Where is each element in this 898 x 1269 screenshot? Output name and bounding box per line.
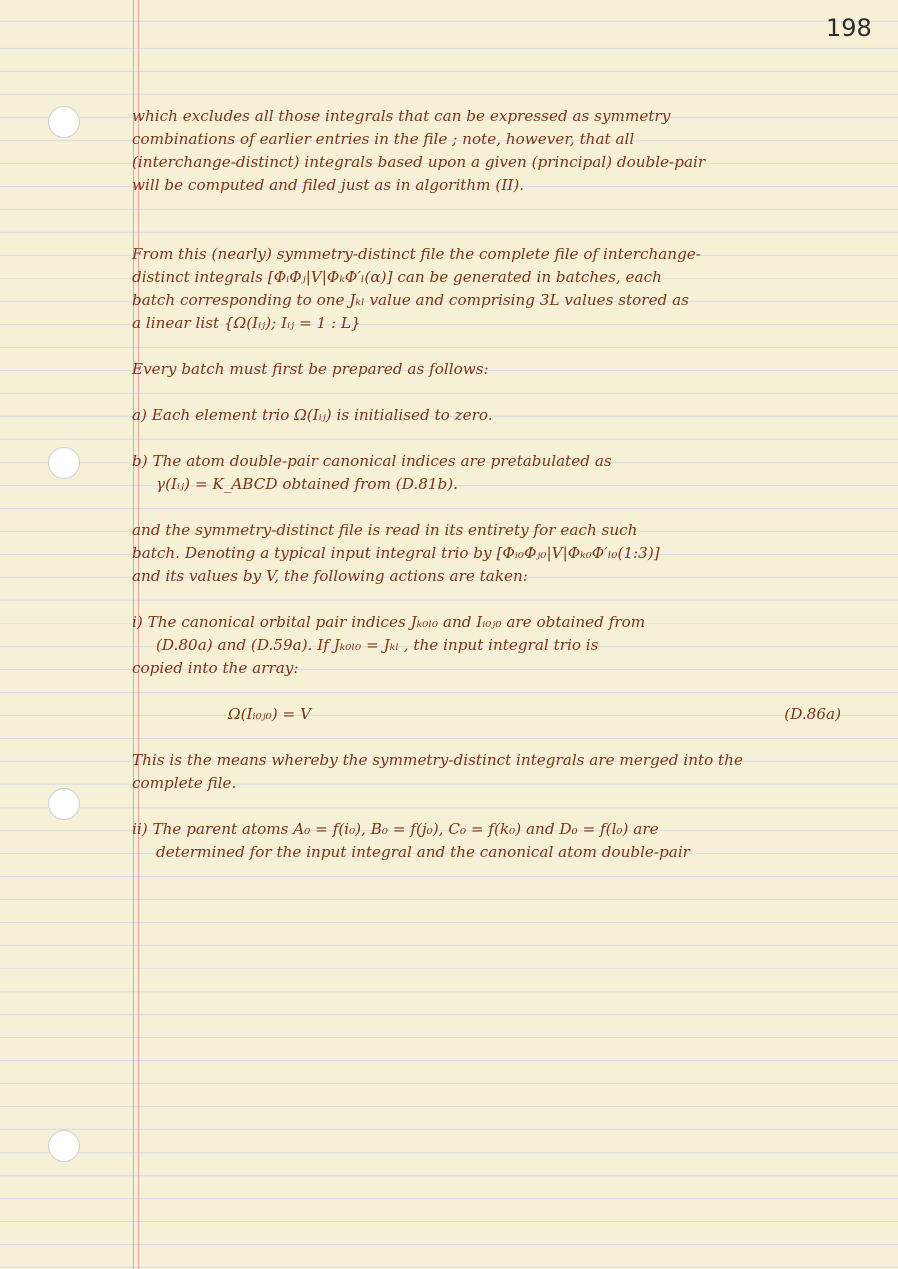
text-line: From this (nearly) symmetry-distinct file the complete file of interchange- xyxy=(132,245,701,263)
punch-hole xyxy=(48,106,80,138)
text-line: batch corresponding to one Jₖₗ value and comprising 3L values stored as xyxy=(132,291,689,309)
text-line: and the symmetry-distinct file is read in its entirety for each such xyxy=(132,521,638,539)
text-line: ii) The parent atoms A₀ = f(i₀), B₀ = f(j₀), C₀ = f(k₀) and D₀ = f(l₀) are xyxy=(132,820,659,838)
text-line: This is the means whereby the symmetry-distinct integrals are merged into the xyxy=(132,751,743,769)
equation xyxy=(132,703,877,726)
handwritten-text xyxy=(132,105,877,864)
text-line: Every batch must first be prepared as follows: xyxy=(132,360,489,378)
punch-hole xyxy=(48,788,80,820)
text-line: a) Each element trio Ω(Iᵢⱼ) is initialised to zero. xyxy=(132,406,493,424)
text-line: combinations of earlier entries in the file ; note, however, that all xyxy=(132,130,635,148)
text-line: b) The atom double-pair canonical indices are pretabulated as xyxy=(132,452,612,470)
punch-hole xyxy=(48,1130,80,1162)
text-line: (interchange-distinct) integrals based upon a given (principal) double-pair xyxy=(132,153,706,171)
text-line: γ(Iᵢⱼ) = K_ABCD obtained from (D.81b). xyxy=(156,475,458,493)
text-line: a linear list {Ω(Iᵢⱼ); Iᵢⱼ = 1 : L} xyxy=(132,314,361,332)
text-line: i) The canonical orbital pair indices Jₖ₀ₗ₀ and Iᵢ₀ⱼ₀ are obtained from xyxy=(132,613,646,631)
page-number: 198 xyxy=(826,14,872,42)
text-line: which excludes all those integrals that can be expressed as symmetry xyxy=(132,107,671,125)
text-line: batch. Denoting a typical input integral trio by [Φᵢ₀Φⱼ₀|V|Φₖ₀Φ′ₗ₀(1:3)] xyxy=(132,544,660,562)
text-line: (D.80a) and (D.59a). If Jₖ₀ₗ₀ = Jₖₗ , the input integral trio is xyxy=(156,636,599,654)
equation-number: (D.86a) xyxy=(784,705,841,723)
text-line: will be computed and filed just as in algorithm (II). xyxy=(132,176,525,194)
text-line: copied into the array: xyxy=(132,659,299,677)
text-line: distinct integrals [ΦᵢΦⱼ|V|ΦₖΦ′ₗ(α)] can be generated in batches, each xyxy=(132,268,662,286)
text-line: and its values by V, the following actions are taken: xyxy=(132,567,528,585)
equation-body: Ω(Iᵢ₀ⱼ₀) = V xyxy=(228,705,312,723)
punch-hole xyxy=(48,447,80,479)
text-line: complete file. xyxy=(132,774,237,792)
text-line: determined for the input integral and the canonical atom double-pair xyxy=(156,843,690,861)
